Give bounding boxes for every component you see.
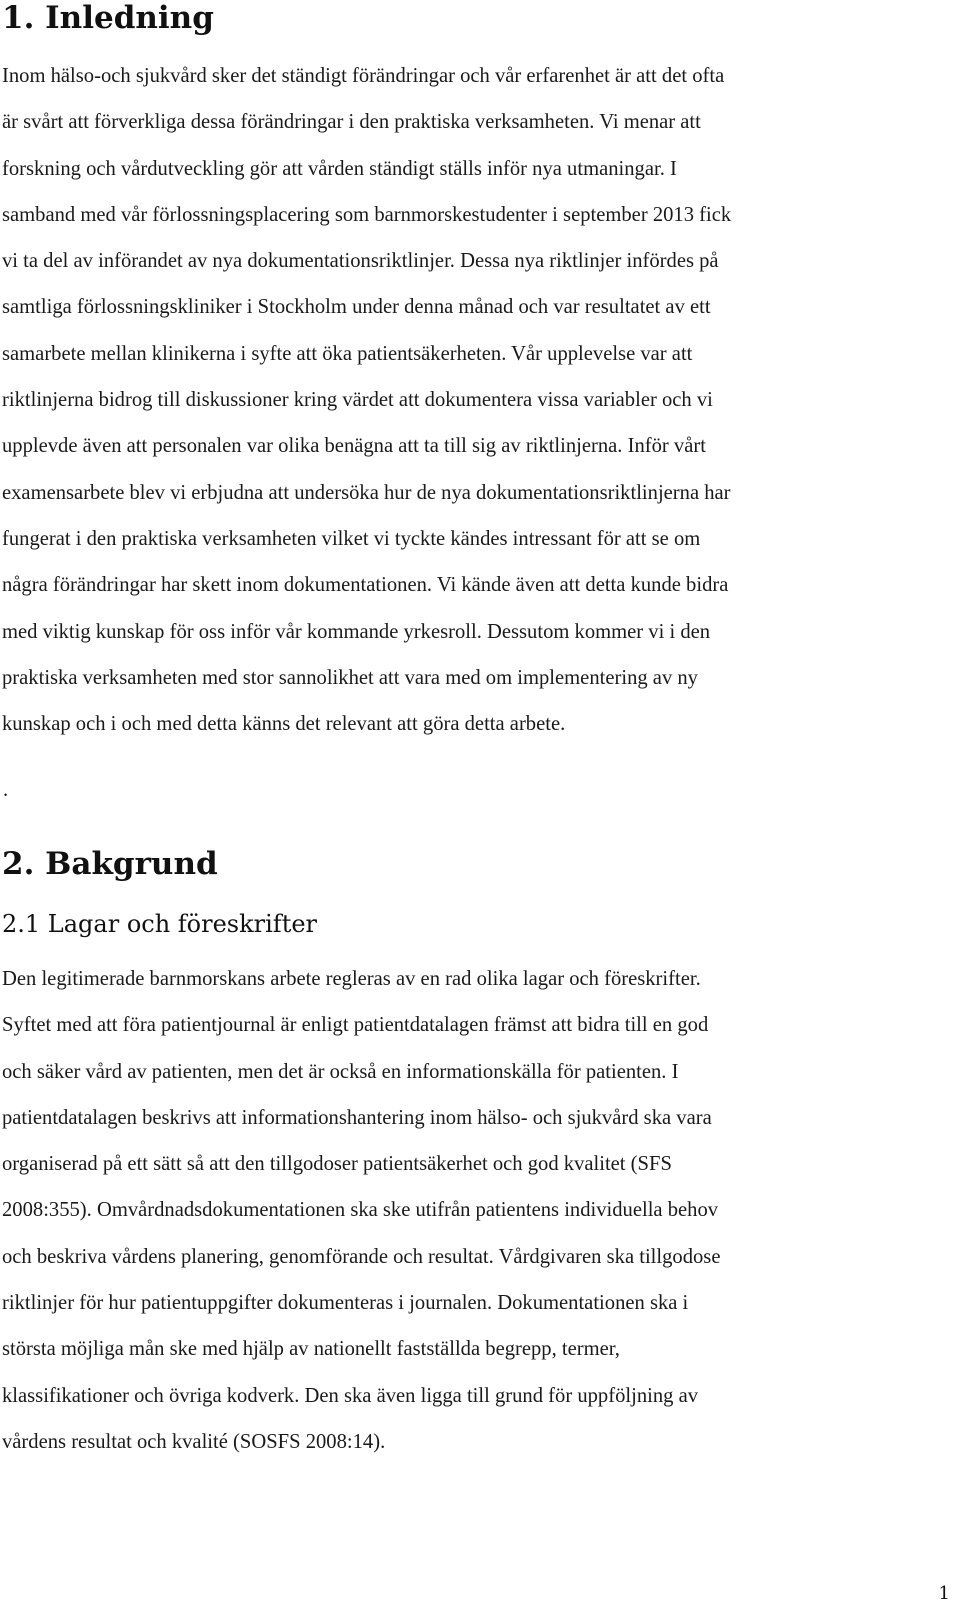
- lagar-paragraph: Den legitimerade barnmorskans arbete regleras av en rad olika lagar och föreskrifter. Syftet med att föra patientjournal är enligt patientdatalagen främst att bidra till en god och säker vård av patienten, men det är också en informationskälla för patienten. I patientdatalagen beskrivs att informationshantering inom hälso- och sjukvård ska vara organiserad på ett sätt så att den tillgodoser patientsäkerhet och god kvalitet (SFS 2008:355). Omvårdnadsdokumentationen ska ske utifrån patientens individuella behov och beskriva vårdens planering, genomförande och resultat. Vårdgivaren ska tillgodose riktlinjer för hur patientuppgifter dokumenteras i journalen. Dokumentationen ska i största möjliga mån ske med hjälp av nationellt fastställda begrepp, termer, klassifikationer och övriga kodverk. Den ska även ligga till grund för uppföljning av vårdens resultat och kvalité (SOSFS 2008:14).: [2, 968, 721, 1453]
- intro-paragraph: Inom hälso-och sjukvård sker det ständigt förändringar och vår erfarenhet är att det ofta är svårt att förverkliga dessa förändringar i den praktiska verksamheten. Vi menar att forskning och vårdutveckling gör att vården ständigt ställs inför nya utmaningar. I samband med vår förlossningsplacering som barnmorskestudenter i september 2013 fick vi ta del av införandet av nya dokumentationsriktlinjer. Dessa nya riktlinjer infördes på samtliga förlossningskliniker i Stockholm under denna månad och var resultatet av ett samarbete mellan klinikerna i syfte att öka patientsäkerheten. Vår upplevelse var att riktlinjerna bidrog till diskussioner kring värdet att dokumentera vissa variabler och vi upplevde även att personalen var olika benägna att ta till sig av riktlinjerna. Inför vårt examensarbete blev vi erbjudna att undersöka hur de nya dokumentationsriktlinjerna har fungerat i den praktiska verksamheten vilket vi tyckte kändes intressant för att se om några förändringar har skett inom dokumentationen. Vi kände även att detta kunde bidra med viktig kunskap för oss inför vår kommande yrkesroll. Dessutom kommer vi i den praktiska verksamheten med stor sannolikhet att vara med om implementering av ny kunskap och i och med detta känns det relevant att göra detta arbete.: [2, 65, 732, 736]
- page-number: 1: [938, 1583, 950, 1604]
- subsection-heading-lagar: 2.1 Lagar och föreskrifter: [2, 910, 318, 938]
- section-heading-bakgrund: 2. Bakgrund: [2, 846, 218, 882]
- section-heading-inledning: 1. Inledning: [2, 0, 214, 36]
- stray-dot: .: [3, 779, 9, 801]
